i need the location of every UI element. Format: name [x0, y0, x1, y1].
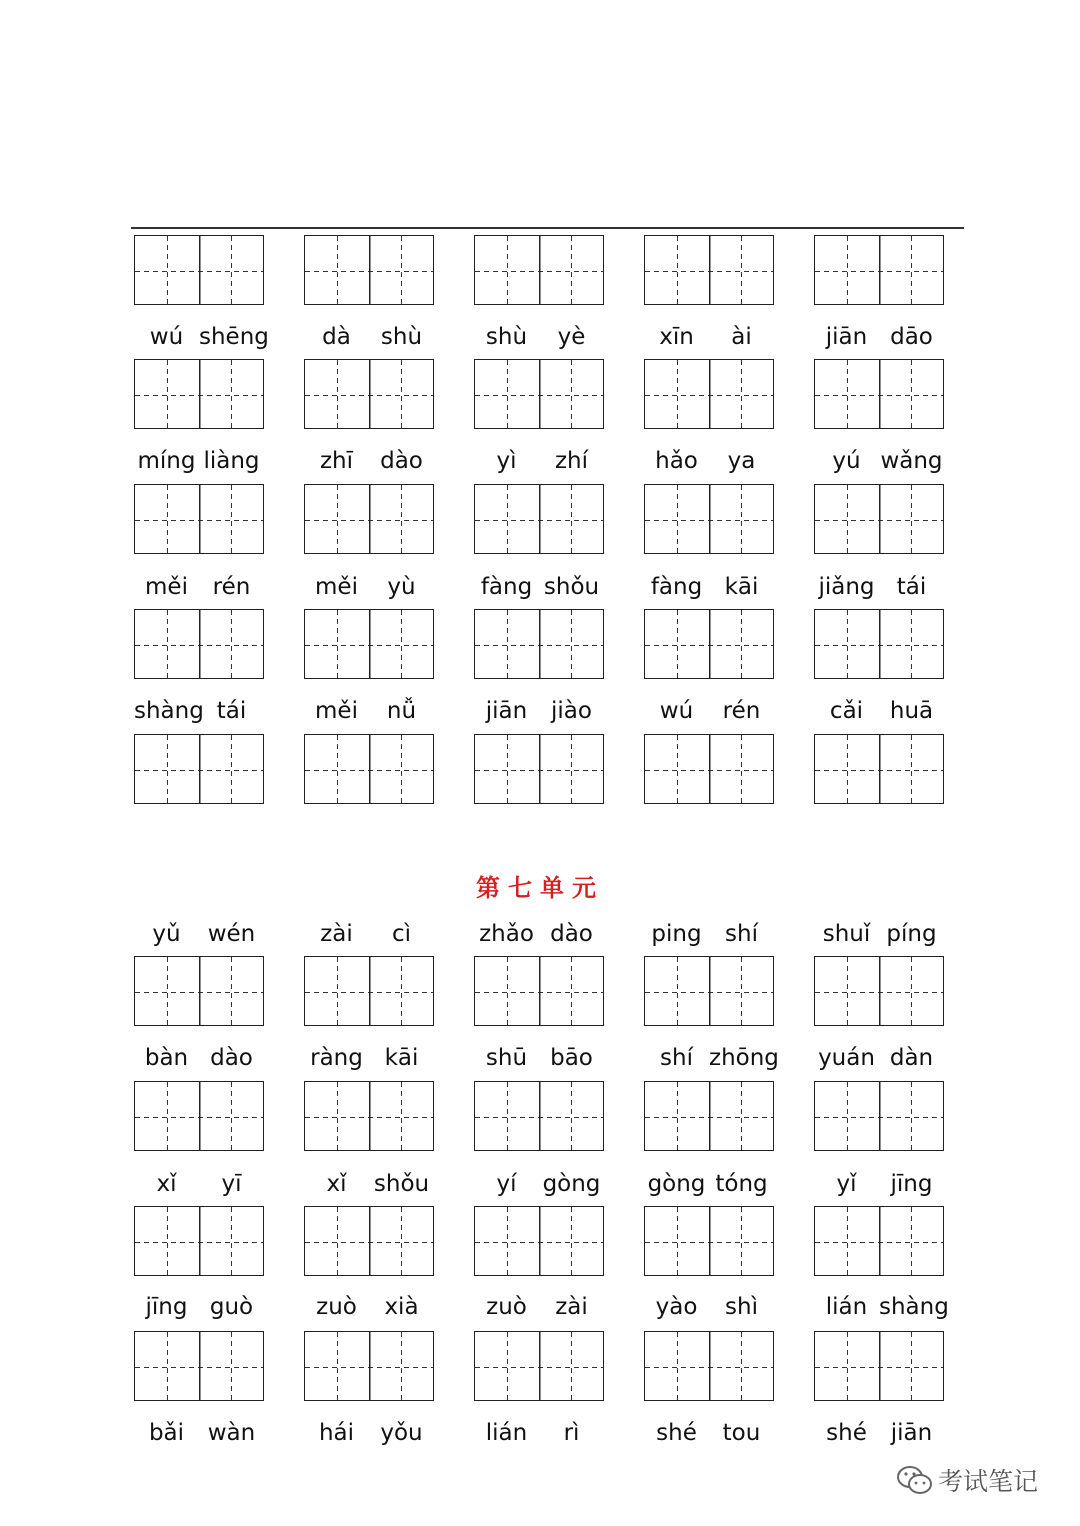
tianzige-box-pair[interactable] — [304, 1331, 434, 1401]
pinyin-row — [0, 570, 1080, 604]
pinyin-row — [0, 444, 1080, 478]
pinyin-syllable: jiān — [825, 324, 868, 350]
tianzige-box-pair[interactable] — [644, 1331, 774, 1401]
pinyin-syllable: yí — [496, 1171, 517, 1197]
pinyin-syllable: zhōng — [709, 1045, 779, 1071]
pinyin-syllable: shàng — [134, 698, 204, 724]
pinyin-syllable: shàng — [879, 1294, 949, 1320]
pinyin-row — [0, 1041, 1080, 1075]
pinyin-syllable: shǒu — [543, 574, 600, 600]
tianzige-box-pair[interactable] — [304, 609, 434, 679]
pinyin-syllable: měi — [145, 574, 188, 600]
pinyin-syllable: měi — [315, 698, 358, 724]
tianzige-box-pair[interactable] — [644, 484, 774, 554]
tianzige-box-pair[interactable] — [304, 235, 434, 305]
pinyin-syllable: hǎo — [655, 448, 698, 474]
tianzige-box-pair[interactable] — [814, 734, 944, 804]
tianzige-box-pair[interactable] — [474, 484, 604, 554]
pinyin-syllable: yǔ — [152, 921, 181, 947]
tianzige-box-pair[interactable] — [304, 1206, 434, 1276]
pinyin-syllable: jiào — [551, 698, 592, 724]
tianzige-box-pair[interactable] — [134, 734, 264, 804]
writing-box-row — [0, 484, 1080, 556]
pinyin-syllable: rì — [563, 1420, 580, 1446]
pinyin-syllable: ràng — [310, 1045, 363, 1071]
pinyin-syllable: dāo — [890, 324, 933, 350]
pinyin-syllable: jiān — [890, 1420, 933, 1446]
tianzige-box-pair[interactable] — [304, 359, 434, 429]
pinyin-syllable: lián — [825, 1294, 868, 1320]
watermark-text: 考试笔记 — [938, 1467, 1039, 1496]
pinyin-syllable: xǐ — [326, 1171, 347, 1197]
tianzige-box-pair[interactable] — [304, 484, 434, 554]
pinyin-syllable: kāi — [724, 574, 759, 600]
pinyin-syllable: yuán — [818, 1045, 875, 1071]
tianzige-box-pair[interactable] — [644, 359, 774, 429]
wechat-icon — [896, 1464, 934, 1498]
pinyin-syllable: yì — [496, 448, 517, 474]
pinyin-row — [0, 1167, 1080, 1201]
pinyin-syllable: huā — [889, 698, 934, 724]
pinyin-syllable: ài — [731, 324, 752, 350]
tianzige-box-pair[interactable] — [304, 734, 434, 804]
top-rule — [131, 227, 964, 229]
pinyin-syllable: xǐ — [156, 1171, 177, 1197]
tianzige-box-pair[interactable] — [644, 1081, 774, 1151]
pinyin-syllable: jīng — [890, 1171, 933, 1197]
pinyin-syllable: yǒu — [380, 1420, 423, 1446]
tianzige-box-pair[interactable] — [134, 359, 264, 429]
writing-box-row — [0, 1081, 1080, 1153]
pinyin-syllable: dào — [550, 921, 593, 947]
pinyin-syllable: ya — [727, 448, 756, 474]
tianzige-box-pair[interactable] — [814, 956, 944, 1026]
pinyin-syllable: shé — [656, 1420, 697, 1446]
pinyin-syllable: gòng — [647, 1171, 706, 1197]
pinyin-syllable: shí — [660, 1045, 693, 1071]
pinyin-syllable: yào — [655, 1294, 698, 1320]
pinyin-syllable: yè — [557, 324, 586, 350]
tianzige-box-pair[interactable] — [134, 609, 264, 679]
writing-box-row — [0, 734, 1080, 806]
pinyin-syllable: wú — [659, 698, 694, 724]
pinyin-syllable: yù — [387, 574, 416, 600]
pinyin-syllable: shuǐ — [822, 921, 871, 947]
tianzige-box-pair[interactable] — [814, 235, 944, 305]
pinyin-syllable: xīn — [659, 324, 694, 350]
pinyin-syllable: zuò — [316, 1294, 357, 1320]
pinyin-syllable: cǎi — [829, 698, 864, 724]
pinyin-syllable: wén — [207, 921, 256, 947]
pinyin-syllable: liàng — [203, 448, 260, 474]
pinyin-syllable: bāo — [550, 1045, 593, 1071]
pinyin-row — [0, 917, 1080, 951]
pinyin-row — [0, 694, 1080, 728]
pinyin-syllable: shì — [725, 1294, 758, 1320]
pinyin-syllable: bàn — [144, 1045, 189, 1071]
writing-box-row — [0, 359, 1080, 431]
pinyin-syllable: nǚ — [386, 698, 417, 724]
tianzige-box-pair[interactable] — [474, 956, 604, 1026]
pinyin-syllable: dà — [322, 324, 351, 350]
pinyin-syllable: tái — [216, 698, 247, 724]
tianzige-box-pair[interactable] — [134, 1331, 264, 1401]
pinyin-syllable: jīng — [145, 1294, 188, 1320]
pinyin-row — [0, 320, 1080, 354]
pinyin-syllable: zhī — [319, 448, 354, 474]
tianzige-box-pair[interactable] — [134, 1206, 264, 1276]
tianzige-box-pair[interactable] — [304, 956, 434, 1026]
writing-box-row — [0, 609, 1080, 681]
unit-title: 第七单元 — [476, 873, 604, 902]
pinyin-syllable: xià — [384, 1294, 419, 1320]
tianzige-box-pair[interactable] — [814, 1081, 944, 1151]
tianzige-box-pair[interactable] — [134, 484, 264, 554]
pinyin-syllable: wú — [149, 324, 184, 350]
pinyin-syllable: zuò — [486, 1294, 527, 1320]
pinyin-syllable: tóng — [715, 1171, 768, 1197]
writing-box-row — [0, 1331, 1080, 1403]
tianzige-box-pair[interactable] — [134, 956, 264, 1026]
pinyin-syllable: wǎng — [880, 448, 943, 474]
tianzige-box-pair[interactable] — [644, 235, 774, 305]
pinyin-syllable: dào — [380, 448, 423, 474]
tianzige-box-pair[interactable] — [474, 609, 604, 679]
pinyin-syllable: yī — [221, 1171, 242, 1197]
pinyin-syllable: fàng — [480, 574, 533, 600]
tianzige-box-pair[interactable] — [474, 1206, 604, 1276]
tianzige-box-pair[interactable] — [814, 1331, 944, 1401]
pinyin-syllable: dàn — [889, 1045, 934, 1071]
pinyin-syllable: rén — [722, 698, 761, 724]
pinyin-syllable: gòng — [542, 1171, 601, 1197]
writing-box-row — [0, 956, 1080, 1028]
pinyin-row — [0, 1416, 1080, 1450]
tianzige-box-pair[interactable] — [474, 1081, 604, 1151]
tianzige-box-pair[interactable] — [134, 235, 264, 305]
pinyin-syllable: jiǎng — [818, 574, 875, 600]
tianzige-box-pair[interactable] — [304, 1081, 434, 1151]
writing-box-row — [0, 235, 1080, 307]
pinyin-syllable: zhǎo — [479, 921, 534, 947]
pinyin-syllable: fàng — [650, 574, 703, 600]
pinyin-syllable: shū — [485, 1045, 528, 1071]
pinyin-syllable: rén — [212, 574, 251, 600]
pinyin-syllable: jiān — [485, 698, 528, 724]
pinyin-syllable: cì — [391, 921, 412, 947]
pinyin-syllable: shù — [380, 324, 423, 350]
pinyin-syllable: wàn — [207, 1420, 256, 1446]
pinyin-syllable: yú — [832, 448, 861, 474]
pinyin-syllable: tái — [896, 574, 927, 600]
tianzige-box-pair[interactable] — [814, 1206, 944, 1276]
tianzige-box-pair[interactable] — [474, 359, 604, 429]
tianzige-box-pair[interactable] — [474, 235, 604, 305]
tianzige-box-pair[interactable] — [644, 609, 774, 679]
pinyin-syllable: lián — [485, 1420, 528, 1446]
pinyin-row — [0, 1290, 1080, 1324]
tianzige-box-pair[interactable] — [644, 1206, 774, 1276]
pinyin-syllable: zài — [555, 1294, 588, 1320]
tianzige-box-pair[interactable] — [814, 609, 944, 679]
pinyin-syllable: zhí — [554, 448, 589, 474]
pinyin-syllable: píng — [886, 921, 937, 947]
pinyin-syllable: hái — [318, 1420, 355, 1446]
pinyin-syllable: shí — [725, 921, 758, 947]
tianzige-box-pair[interactable] — [134, 1081, 264, 1151]
tianzige-box-pair[interactable] — [474, 734, 604, 804]
pinyin-syllable: shù — [485, 324, 528, 350]
watermark — [896, 1460, 1056, 1500]
tianzige-box-pair[interactable] — [474, 1331, 604, 1401]
pinyin-syllable: shé — [826, 1420, 867, 1446]
pinyin-syllable: kāi — [384, 1045, 419, 1071]
pinyin-syllable: míng — [137, 448, 196, 474]
tianzige-box-pair[interactable] — [814, 359, 944, 429]
pinyin-syllable: zài — [320, 921, 353, 947]
pinyin-syllable: ping — [651, 921, 702, 947]
writing-box-row — [0, 1206, 1080, 1278]
pinyin-syllable: dào — [210, 1045, 253, 1071]
pinyin-syllable: shēng — [199, 324, 269, 350]
pinyin-syllable: shǒu — [373, 1171, 430, 1197]
pinyin-syllable: guò — [209, 1294, 254, 1320]
pinyin-syllable: bǎi — [148, 1420, 185, 1446]
tianzige-box-pair[interactable] — [644, 734, 774, 804]
pinyin-syllable: tou — [722, 1420, 761, 1446]
tianzige-box-pair[interactable] — [814, 484, 944, 554]
pinyin-syllable: yǐ — [836, 1171, 857, 1197]
tianzige-box-pair[interactable] — [644, 956, 774, 1026]
pinyin-syllable: měi — [315, 574, 358, 600]
